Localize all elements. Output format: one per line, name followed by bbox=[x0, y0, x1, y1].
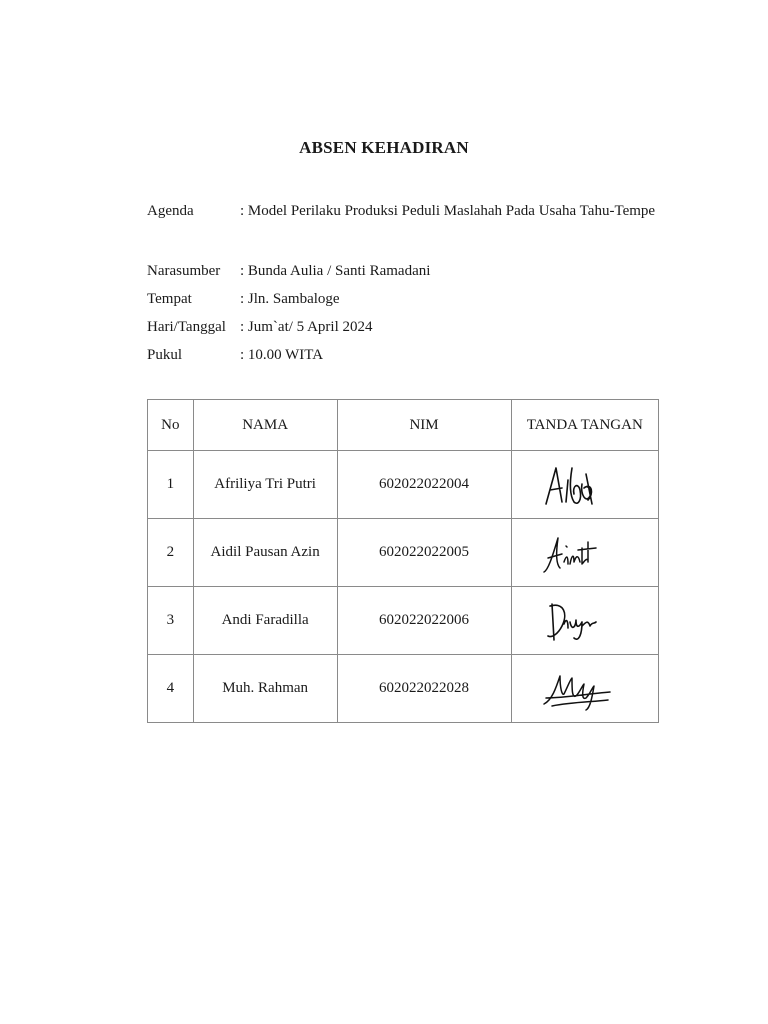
attendance-table bbox=[147, 399, 659, 723]
info-label-tempat: Tempat bbox=[147, 291, 192, 307]
cell-nama: Andi Faradilla bbox=[193, 587, 337, 655]
cell-signature bbox=[511, 451, 658, 519]
cell-nama: Aidil Pausan Azin bbox=[193, 519, 337, 587]
info-value-pukul: : 10.00 WITA bbox=[240, 347, 324, 363]
info-value-narasumber: : Bunda Aulia / Santi Ramadani bbox=[240, 263, 431, 279]
info-row-tempat bbox=[147, 286, 659, 314]
info-value-agenda: : Model Perilaku Produksi Peduli Maslahah Pada Usaha Tahu-Tempe bbox=[240, 203, 656, 219]
info-label-hari-tanggal: Hari/Tanggal bbox=[147, 319, 226, 335]
header-tanda-tangan: TANDA TANGAN bbox=[511, 400, 658, 451]
cell-nim: 602022022028 bbox=[337, 655, 511, 723]
header-nama: NAMA bbox=[193, 400, 337, 451]
info-label-agenda: Agenda bbox=[147, 203, 194, 219]
info-value-tempat: : Jln. Sambaloge bbox=[240, 291, 340, 307]
cell-signature bbox=[511, 587, 658, 655]
table-row bbox=[148, 655, 659, 723]
info-row-hari-tanggal bbox=[147, 314, 659, 342]
header-no: No bbox=[148, 400, 194, 451]
info-value-hari-tanggal: : Jum`at/ 5 April 2024 bbox=[240, 319, 373, 335]
cell-nama: Afriliya Tri Putri bbox=[193, 451, 337, 519]
table-header-row bbox=[148, 400, 659, 451]
signature-icon bbox=[542, 596, 602, 646]
info-label-pukul: Pukul bbox=[147, 347, 183, 363]
signature-icon bbox=[542, 460, 602, 510]
info-row-pukul bbox=[147, 342, 659, 370]
cell-no: 2 bbox=[148, 519, 194, 587]
cell-nama: Muh. Rahman bbox=[193, 655, 337, 723]
info-row-narasumber bbox=[147, 258, 659, 286]
cell-signature bbox=[511, 655, 658, 723]
signature-icon bbox=[542, 664, 614, 714]
signature-icon bbox=[542, 528, 602, 578]
document-title: ABSEN KEHADIRAN bbox=[299, 138, 469, 157]
cell-nim: 602022022004 bbox=[337, 451, 511, 519]
event-info bbox=[147, 198, 659, 370]
info-row-agenda bbox=[147, 198, 659, 258]
cell-nim: 602022022006 bbox=[337, 587, 511, 655]
cell-signature bbox=[511, 519, 658, 587]
info-label-narasumber: Narasumber bbox=[147, 263, 221, 279]
cell-no: 4 bbox=[148, 655, 194, 723]
cell-no: 3 bbox=[148, 587, 194, 655]
cell-no: 1 bbox=[148, 451, 194, 519]
table-row bbox=[148, 451, 659, 519]
header-nim: NIM bbox=[337, 400, 511, 451]
cell-nim: 602022022005 bbox=[337, 519, 511, 587]
table-row bbox=[148, 587, 659, 655]
table-row bbox=[148, 519, 659, 587]
